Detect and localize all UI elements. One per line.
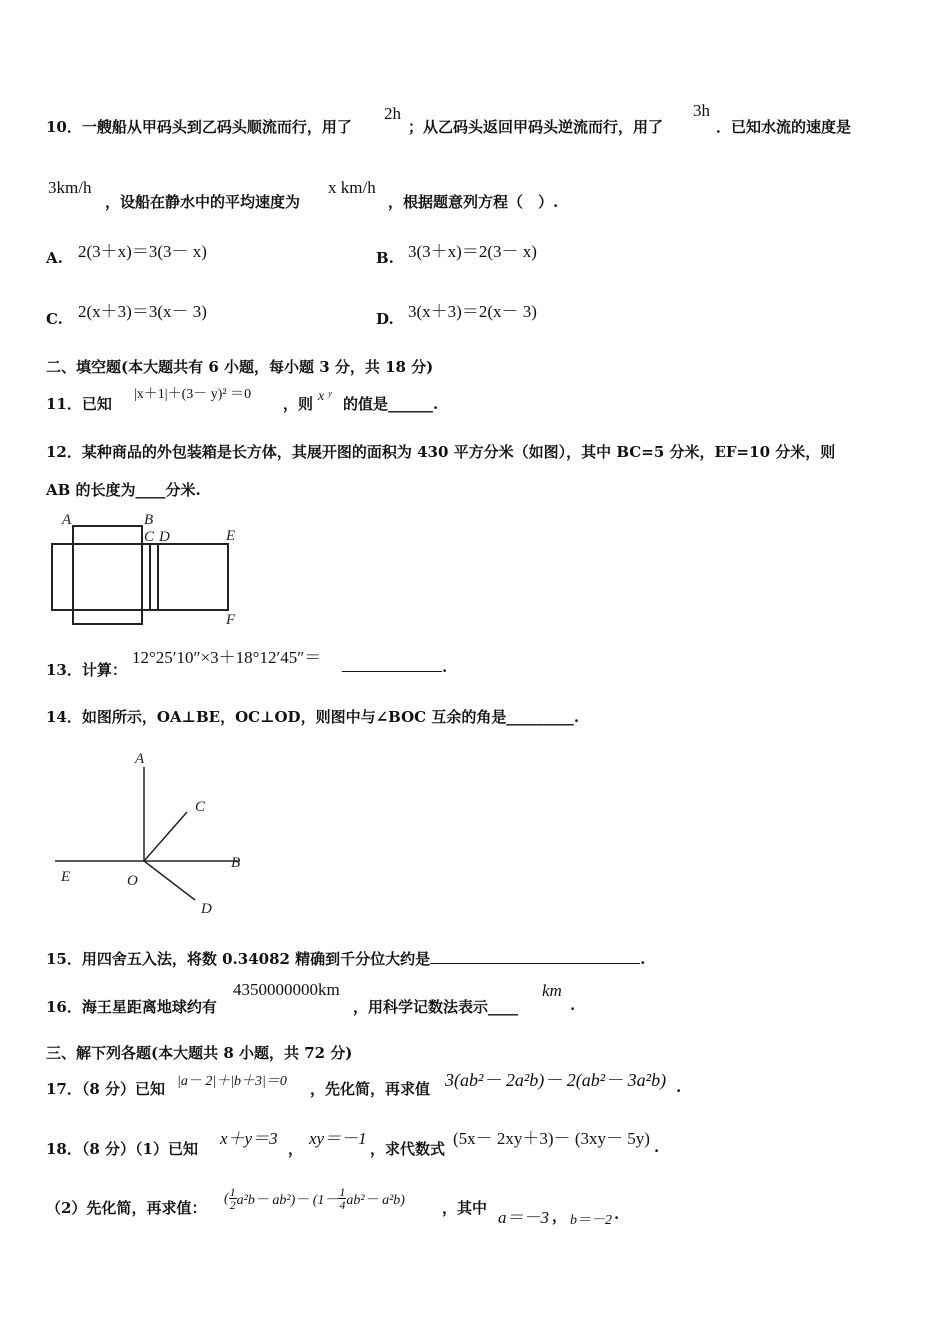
q10-option-a: 2(3＋x)＝3(3－ x) (78, 242, 207, 261)
q18-part2-a-value: a＝－3 (498, 1208, 549, 1227)
q18-part2-expr-c: ab²－ a²b) (346, 1192, 405, 1208)
q17-expression: 3(ab²－ 2a²b)－ 2(ab²－ 3a²b) (445, 1070, 667, 1090)
q18-mid: ，求代数式 (370, 1140, 446, 1158)
q16-distance: 4350000000km (233, 980, 340, 999)
q10-option-b-label: B. (376, 249, 394, 267)
q18-suffix: . (654, 1138, 660, 1156)
q18-part2-comma: ， (552, 1207, 568, 1225)
q17-condition: |a－ 2|＋|b＋3|＝0 (177, 1074, 287, 1089)
q15-suffix: . (640, 950, 646, 968)
q18-part2-fraction-2-den: 4 (339, 1198, 346, 1212)
q14-label-a: A (135, 751, 145, 767)
q10-time-downstream: 2h (384, 104, 401, 123)
q18-part2-fraction-2 (338, 1186, 346, 1211)
q14-label-b: B (231, 855, 241, 871)
q10-option-a-label: A. (46, 249, 63, 267)
q14-ray-od (144, 861, 195, 900)
q14-text: 14．如图所示，OA⊥BE，OC⊥OD，则图中与∠BOC 互余的角是_________. (46, 708, 580, 726)
q18-part2-expr-a: ( (224, 1190, 229, 1206)
q18-condition-2: xy＝－1 (309, 1129, 367, 1148)
q14-label-e: E (61, 869, 71, 885)
q15-text: 15．用四舍五入法，将数 0.34082 精确到千分位大约是 (46, 950, 431, 968)
q10-text-e: ，根据题意列方程（ ）. (388, 193, 559, 211)
q12-net-figure (40, 508, 250, 633)
q14-angle-figure (55, 745, 265, 925)
q18-part2-fraction-2-num: 1 (339, 1185, 346, 1199)
q14-ray-oc (144, 812, 187, 861)
q10-option-d-label: D. (376, 310, 394, 328)
q11-x-power-y: x ʸ (318, 389, 332, 404)
q13-suffix: . (442, 658, 448, 676)
q10-time-upstream: 3h (693, 101, 710, 120)
q12-label-e: E (226, 528, 236, 544)
q10-option-c-label: C. (46, 310, 63, 328)
q10-current-speed: 3km/h (48, 178, 92, 197)
q10-variable-speed: x km/h (328, 178, 376, 197)
q12-net-horizontal-strip (52, 544, 228, 610)
q16-mid: ，用科学记数法表示____ (353, 998, 519, 1016)
q16-suffix: . (570, 996, 576, 1014)
q18-condition-1: x＋y＝3 (220, 1129, 278, 1148)
q13-answer-blank (342, 657, 447, 676)
q15-line (46, 948, 645, 969)
q18-part2-prefix: （2）先化简，再求值： (46, 1199, 207, 1217)
q10-option-b: 3(3＋x)＝2(3－ x) (408, 242, 537, 261)
q18-part2-suffix: . (614, 1205, 620, 1223)
q10-text-a: 10．一艘船从甲码头到乙码头顺流而行，用了 (46, 118, 352, 136)
q17-suffix: . (676, 1078, 682, 1096)
q12-label-f: F (226, 612, 236, 628)
q11-mid: ，则 (283, 395, 314, 413)
q18-part2-mid: ，其中 (442, 1199, 488, 1217)
q13-expression: 12°25′10″×3＋18°12′45″＝ (132, 648, 322, 667)
section-2-heading: 二、填空题(本大题共有 6 小题，每小题 3 分，共 18 分) (46, 358, 434, 376)
q10-text-d: ，设船在静水中的平均速度为 (105, 193, 301, 211)
q12-label-c: C (144, 529, 155, 545)
q18-comma-1: ， (288, 1140, 304, 1158)
q18-part2-b-value: b＝－2 (570, 1213, 612, 1228)
q18-part2-expression (224, 1186, 405, 1211)
q10-line1 (46, 116, 352, 137)
q18-prefix: 18．（8 分）（1）已知 (46, 1140, 198, 1158)
q10-option-c: 2(x＋3)＝3(x－ 3) (78, 302, 207, 321)
q18-expression: (5x－ 2xy＋3)－ (3xy－ 5y) (453, 1129, 650, 1148)
q12-label-d: D (159, 529, 170, 545)
q14-label-d: D (201, 901, 212, 917)
q17-prefix: 17．（8 分）已知 (46, 1080, 166, 1098)
q16-unit: km (542, 981, 562, 1000)
q12-label-a: A (62, 512, 72, 528)
q10-text-b: ；从乙码头返回甲码头逆流而行，用了 (408, 118, 664, 136)
q11-prefix: 11．已知 (46, 395, 112, 413)
q10-option-d: 3(x＋3)＝2(x－ 3) (408, 302, 537, 321)
q12-label-b: B (144, 512, 154, 528)
q12-line2: AB 的长度为____分米. (46, 481, 201, 499)
q16-prefix: 16．海王星距离地球约有 (46, 998, 217, 1016)
q11-expression: |x＋1|＋(3－ y)² ＝0 (134, 387, 252, 402)
q14-label-c: C (195, 799, 206, 815)
q10-text-c: ．已知水流的速度是 (716, 118, 852, 136)
q11-suffix: 的值是______. (343, 395, 439, 413)
q14-label-o: O (127, 873, 138, 889)
q12-line1: 12．某种商品的外包装箱是长方体，其展开图的面积为 430 平方分米（如图），其中 BC=5 分米，EF=10 分米，则 (46, 443, 836, 461)
q18-part2-fraction-1-num: 1 (229, 1185, 236, 1199)
section-3-heading: 三、解下列各题(本大题共 8 小题，共 72 分) (46, 1044, 353, 1062)
q18-part2-expr-b: a²b－ ab²)－ (1－ (236, 1192, 339, 1208)
q18-part2-fraction-1 (229, 1186, 237, 1211)
q17-mid: ，先化简，再求值 (310, 1080, 431, 1098)
q13-prefix: 13．计算： (46, 661, 127, 679)
q18-part2-fraction-1-den: 2 (229, 1198, 236, 1212)
